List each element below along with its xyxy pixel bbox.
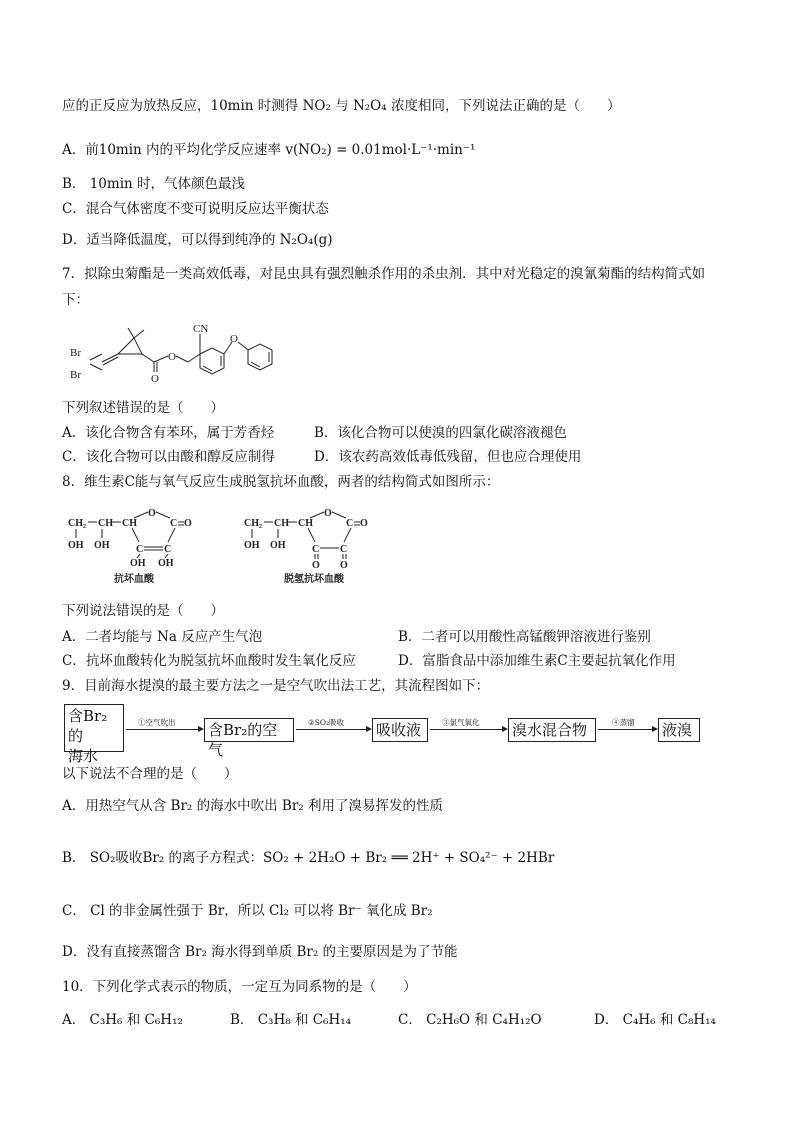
q6-stem: 应的正反应为放热反应，10min 时测得 NO₂ 与 N₂O₄ 浓度相同，下列说法正确的是（ ） — [62, 98, 621, 114]
r-c-left: C — [312, 544, 320, 555]
r-caption: 脱氢抗坏血酸 — [284, 574, 344, 585]
l-c-left: C — [136, 544, 144, 555]
q9-option-d: D．没有直接蒸馏含 Br₂ 海水得到单质 Br₂ 的主要原因是为了节能 — [62, 944, 458, 960]
l-oh2: OH — [94, 540, 110, 551]
r-o-left: O — [312, 560, 320, 571]
q10-option-a: A． C₃H₆ 和 C₆H₁₂ — [62, 1012, 183, 1028]
q8-option-a: A．二者均能与 Na 反应产生气泡 — [62, 629, 263, 645]
r-oh2: OH — [270, 540, 286, 551]
r-c-carbonyl: C — [346, 518, 354, 529]
l-ch-b: CH — [122, 518, 137, 529]
flow-box-bromine-water: 溴水混合物 — [508, 718, 596, 742]
struct-ether-o: O — [230, 333, 238, 345]
struct-ester-o: O — [168, 351, 176, 363]
r-ch-a: CH — [274, 518, 289, 529]
flow-arrow-3 — [430, 729, 506, 730]
q7-option-d: D．该农药高效低毒低残留，但也应合理使用 — [314, 449, 582, 465]
q10-option-b: B． C₃H₈ 和 C₆H₁₄ — [230, 1012, 352, 1028]
q6-option-d: D．适当降低温度，可以得到纯净的 N₂O₄(g) — [62, 232, 333, 248]
q8-question: 下列说法错误的是（ ） — [62, 603, 224, 619]
q6-option-b: B． 10min 时，气体颜色最浅 — [62, 176, 245, 192]
flow-arrow-1 — [126, 729, 202, 730]
l-oh1: OH — [68, 540, 84, 551]
struct-carbonyl-o: O — [151, 373, 159, 385]
flow-box-absorbent: 吸收液 — [372, 718, 428, 742]
q6-option-a: A．前10min 内的平均化学反应速率 v(NO₂) = 0.01mol·L⁻¹·min⁻¹ — [62, 142, 476, 158]
q8-option-b: B．二者可以用酸性高锰酸钾溶液进行鉴别 — [398, 629, 651, 645]
flow-box-seawater — [64, 704, 124, 765]
r-o-right: O — [340, 560, 348, 571]
l-oh4: OH — [158, 558, 174, 569]
q10-option-c: C． C₂H₆O 和 C₄H₁₂O — [398, 1012, 542, 1028]
q9-question: 以下说法不合理的是（ ） — [62, 766, 238, 782]
q7-stem-line2: 下： — [62, 292, 89, 308]
deltamethrin-structure — [62, 318, 302, 394]
l-c-carbonyl: C — [170, 518, 178, 529]
l-ring-o: O — [148, 508, 156, 519]
q7-option-b: B．该化合物可以使溴的四氯化碳溶液褪色 — [314, 425, 567, 441]
ascorbic-acid-structures — [62, 502, 382, 588]
r-c-right: C — [340, 544, 348, 555]
l-caption: 抗坏血酸 — [114, 574, 154, 585]
q9-option-b: B． SO₂吸收Br₂ 的离子方程式：SO₂ + 2H₂O + Br₂ ══ 2H⁺ + SO₄²⁻ + 2HBr — [62, 850, 555, 866]
struct-br2: Br — [70, 369, 81, 381]
q8-option-c: C．抗坏血酸转化为脱氢抗坏血酸时发生氧化反应 — [62, 653, 356, 669]
l-ch2: CH₂ — [68, 518, 86, 529]
l-oh3: OH — [130, 558, 146, 569]
q8-option-d: D．富脂食品中添加维生素C主要起抗氧化作用 — [398, 653, 676, 669]
q8-stem: 8．维生素C能与氧气反应生成脱氢抗坏血酸，两者的结构简式如图所示： — [62, 474, 500, 490]
r-ch2: CH₂ — [244, 518, 262, 529]
q7-option-a: A．该化合物含有苯环，属于芳香烃 — [62, 425, 275, 441]
q7-question: 下列叙述错误的是（ ） — [62, 400, 224, 416]
q10-stem: 10．下列化学式表示的物质，一定互为同系物的是（ ） — [62, 979, 417, 995]
q9-stem: 9．目前海水提溴的最主要方法之一是空气吹出法工艺，其流程图如下： — [62, 678, 490, 694]
r-o-carbonyl: O — [360, 518, 368, 529]
r-ch-b: CH — [298, 518, 313, 529]
r-ring-o: O — [324, 508, 332, 519]
l-c-right: C — [164, 544, 172, 555]
q9-option-a: A．用热空气从含 Br₂ 的海水中吹出 Br₂ 利用了溴易挥发的性质 — [62, 798, 443, 814]
r-oh1: OH — [244, 540, 260, 551]
flow-step-4: ④蒸馏 — [612, 718, 635, 727]
q7-option-c: C．该化合物可以由酸和醇反应制得 — [62, 449, 275, 465]
q10-option-d: D． C₄H₆ 和 C₈H₁₄ — [594, 1012, 716, 1028]
struct-br1: Br — [70, 347, 81, 359]
struct-cn: CN — [193, 323, 209, 335]
flow-box-seawater-line1: 含Br₂的 — [68, 707, 108, 745]
flow-step-1: ①空气吹出 — [138, 718, 176, 727]
flow-step-2: ②SO₂吸收 — [308, 718, 345, 727]
flow-box-air: 含Br₂的空气 — [204, 718, 294, 742]
q9-option-c: C． Cl 的非金属性强于 Br，所以 Cl₂ 可以将 Br⁻ 氧化成 Br₂ — [62, 903, 433, 919]
flow-arrow-4 — [598, 729, 656, 730]
q6-option-c: C．混合气体密度不变可说明反应达平衡状态 — [62, 201, 329, 217]
l-o-carbonyl: O — [184, 518, 192, 529]
flow-step-3: ③氯气氧化 — [442, 718, 480, 727]
l-ch-a: CH — [98, 518, 113, 529]
flow-box-liquid-bromine: 液溴 — [658, 718, 700, 742]
flow-box-seawater-line2: 海水 — [68, 747, 99, 765]
flow-arrow-2 — [296, 729, 370, 730]
q7-stem-line1: 7．拟除虫菊酯是一类高效低毒，对昆虫具有强烈触杀作用的杀虫剂．其中对光稳定的溴氰菊酯的结构简式如 — [62, 266, 706, 282]
